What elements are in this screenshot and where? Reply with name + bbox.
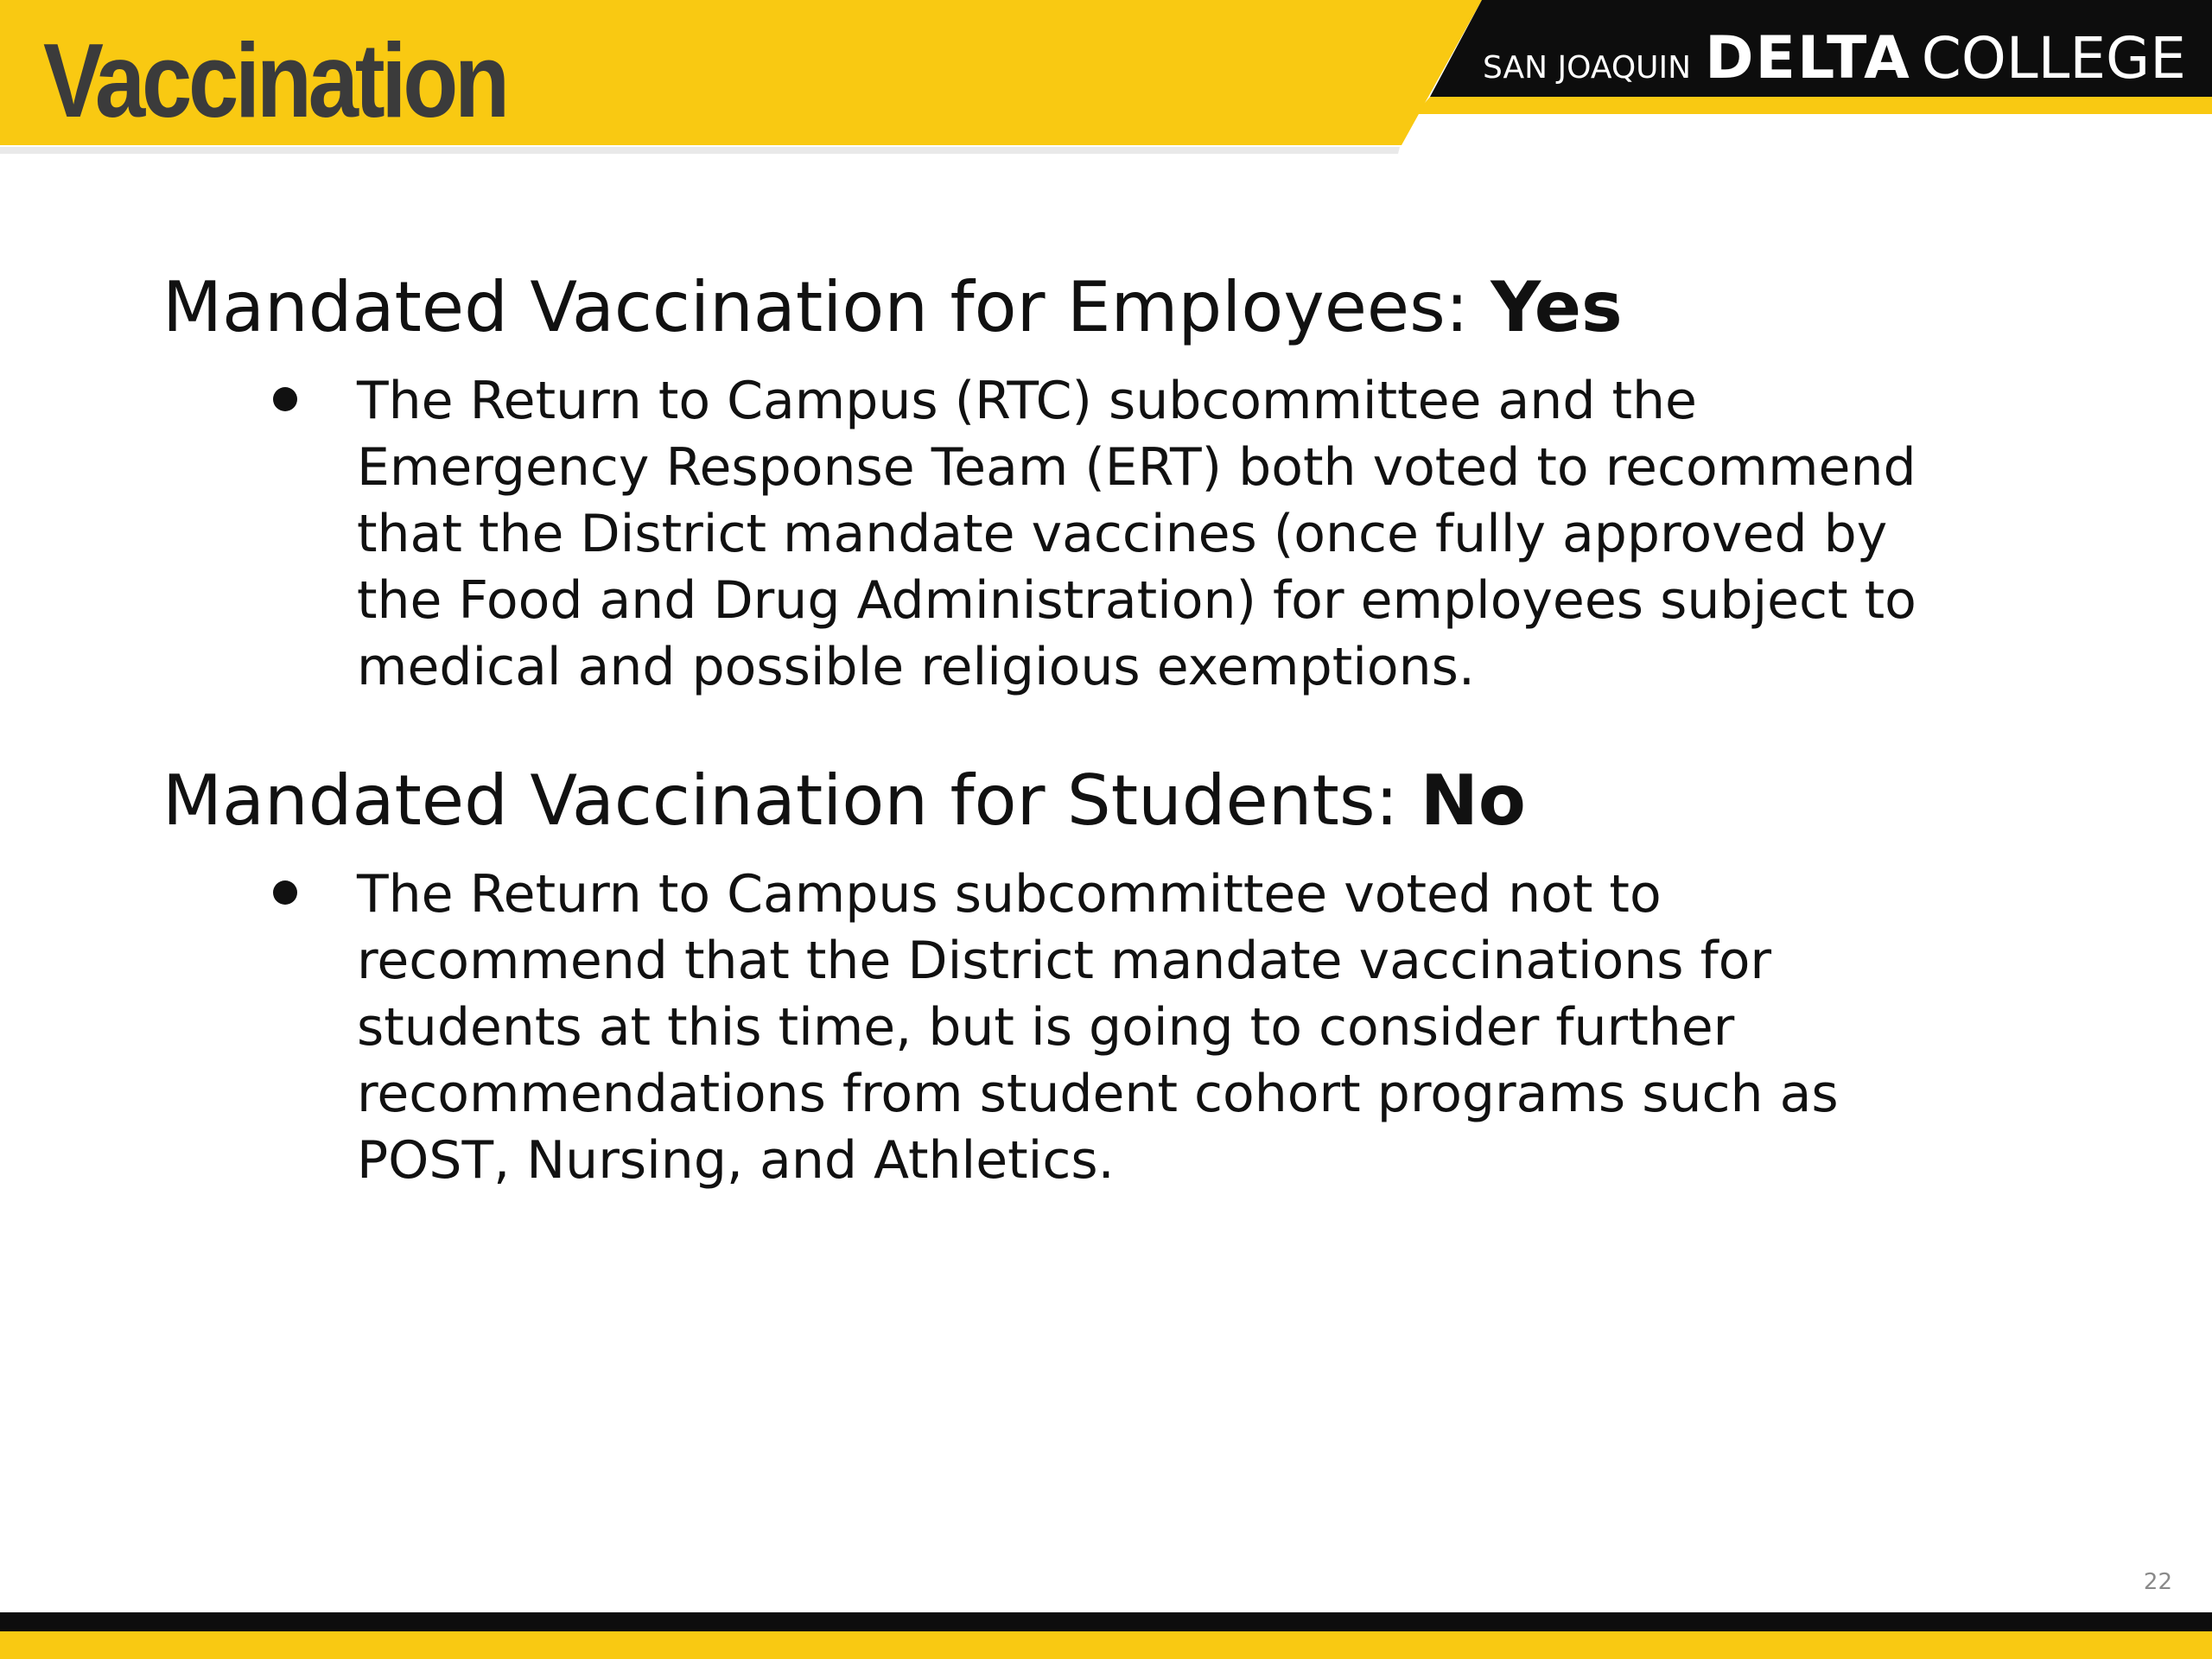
bullet-icon: [273, 880, 297, 905]
student-section: [162, 753, 2046, 1194]
section-spacer: [162, 701, 2046, 753]
page-number: 22: [2143, 1569, 2172, 1595]
bullet-list: [162, 861, 2046, 1194]
footer-yellow-stripe: [0, 1631, 2212, 1659]
heading-text: Mandated Vaccination for Students:: [162, 760, 1421, 841]
employee-section: [162, 259, 2046, 701]
bullet-text: The Return to Campus subcommittee voted not to recommend that the District mandate vaccinations for students at this time, but is going to consider further recommendations from student cohort programs such as POST, Nursing, and Athletics.: [357, 864, 1839, 1191]
section-heading: [162, 753, 2046, 849]
list-item: [162, 368, 1968, 701]
heading-text: Mandated Vaccination for Employees:: [162, 267, 1491, 347]
footer-black-stripe: [0, 1612, 2212, 1631]
list-item: [162, 861, 1968, 1194]
heading-answer: No: [1420, 760, 1526, 841]
slide-content: [162, 259, 2046, 1194]
logo-prefix: SAN JOAQUIN: [1483, 50, 1692, 86]
section-heading: [162, 259, 2046, 356]
bullet-list: [162, 368, 2046, 701]
bullet-text: The Return to Campus (RTC) subcommittee and the Emergency Response Team (ERT) both voted to recommend that the District mandate vaccines (once fully approved by the Food and Drug Administration) for employees subject to medical and possible religious exemptions.: [357, 371, 1916, 697]
slide-title: Vaccination: [43, 22, 506, 139]
logo-name: DELTA: [1705, 24, 1911, 92]
heading-answer: Yes: [1491, 267, 1623, 347]
header-shadow: [0, 147, 1400, 154]
college-logo: [1483, 24, 2186, 102]
logo-suffix: COLLEGE: [1921, 25, 2186, 92]
bullet-icon: [273, 387, 297, 411]
